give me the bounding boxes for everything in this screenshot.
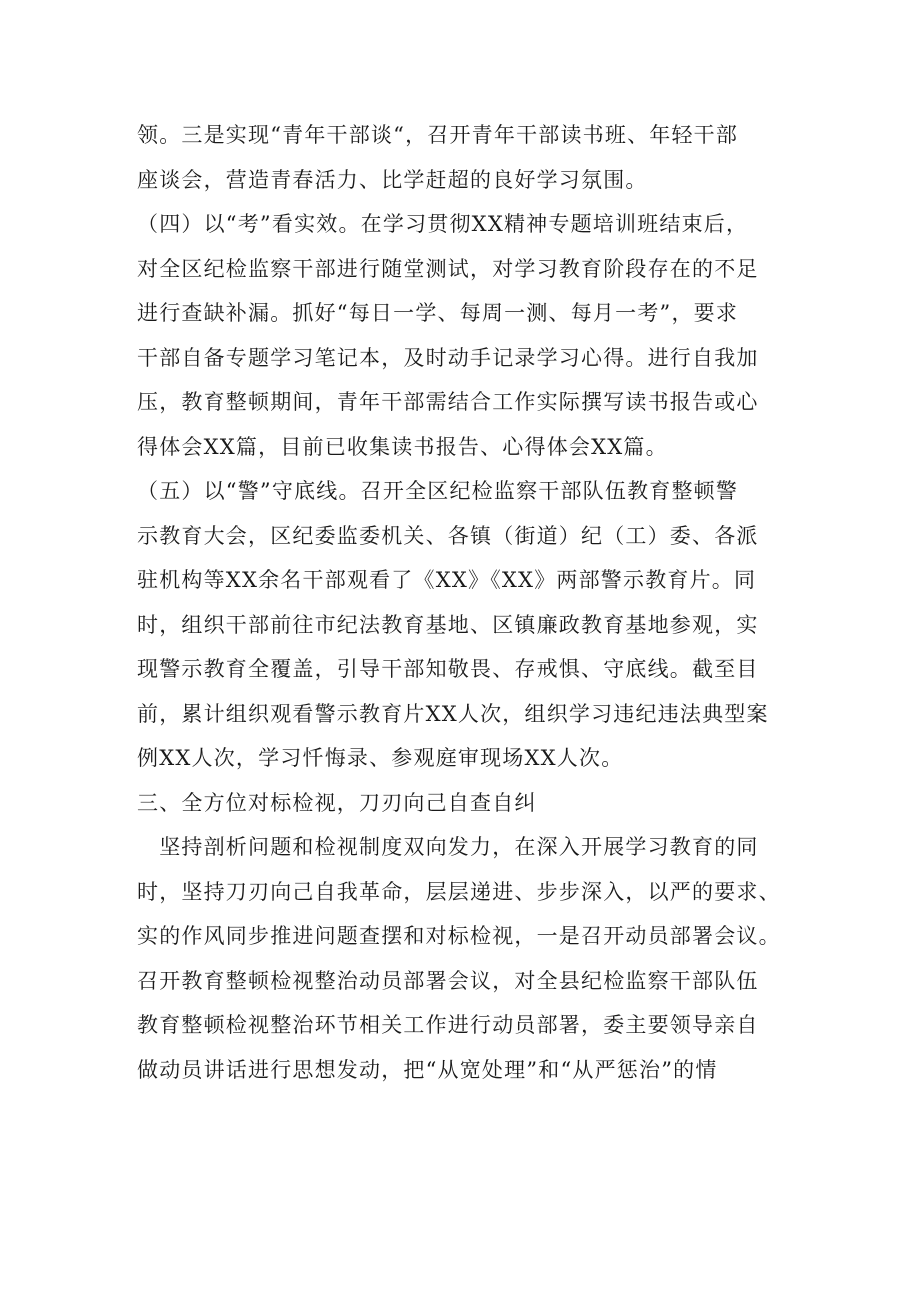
body-line: 例XX人次，学习忏悔录、参观庭审现场XX人次。: [137, 746, 624, 770]
document-body: [137, 113, 797, 1092]
body-line: （五）以“警”守底线。召开全区纪检监察干部队伍教育整顿警: [137, 479, 739, 503]
body-line: 实的作风同步推进问题查摆和对标检视，一是召开动员部署会议。: [137, 924, 781, 948]
body-line: 干部自备专题学习笔记本，及时动手记录学习心得。进行自我加: [137, 345, 759, 370]
body-line: 示教育大会，区纪委监委机关、各镇（街道）纪（工）委、各派: [137, 523, 759, 548]
body-line: 召开教育整顿检视整治动员部署会议，对全县纪检监察干部队伍: [137, 968, 759, 993]
body-line: 座谈会，营造青春活力、比学赶超的良好学习氛围。: [137, 167, 648, 192]
body-line: 现警示教育全覆盖，引导干部知敬畏、存戒惧、守底线。截至目: [137, 657, 759, 681]
body-line: 时，组织干部前往市纪法教育基地、区镇廉政教育基地参观，实: [137, 612, 759, 637]
body-line: 前，累计组织观看警示教育片XX人次，组织学习违纪违法典型案: [137, 701, 769, 726]
body-line: 驻机构等XX余名干部观看了《XX》《XX》两部警示教育片。同: [137, 568, 757, 592]
body-line: 得体会XX篇，目前已收集读书报告、心得体会XX篇。: [137, 434, 668, 459]
body-line: 压，教育整顿期间，青年干部需结合工作实际撰写读书报告或心: [137, 390, 759, 414]
body-line: 教育整顿检视整治环节相关工作进行动员部署，委主要领导亲自: [137, 1013, 759, 1037]
body-line: 领。三是实现“青年干部谈“，召开青年干部读书班、年轻干部: [137, 123, 739, 147]
body-line: 做动员讲话进行思想发动，把“从宽处理”和“从严惩治”的情: [137, 1057, 718, 1082]
body-line: 进行查缺补漏。抓好“每日一学、每周一测、每月一考”，要求: [137, 301, 739, 325]
body-line: 时，坚持刀刃向己自我革命，层层递进、步步深入，以严的要求、: [137, 879, 781, 904]
body-line: 坚持剖析问题和检视制度双向发力，在深入开展学习教育的同: [137, 835, 759, 859]
body-line: （四）以“考”看实效。在学习贯彻XX精神专题培训班结束后，: [137, 212, 749, 236]
section-heading: 三、全方位对标检视，刀刃向己自查自纠: [137, 790, 537, 815]
body-line: 对全区纪检监察干部进行随堂测试，对学习教育阶段存在的不足: [137, 256, 759, 281]
